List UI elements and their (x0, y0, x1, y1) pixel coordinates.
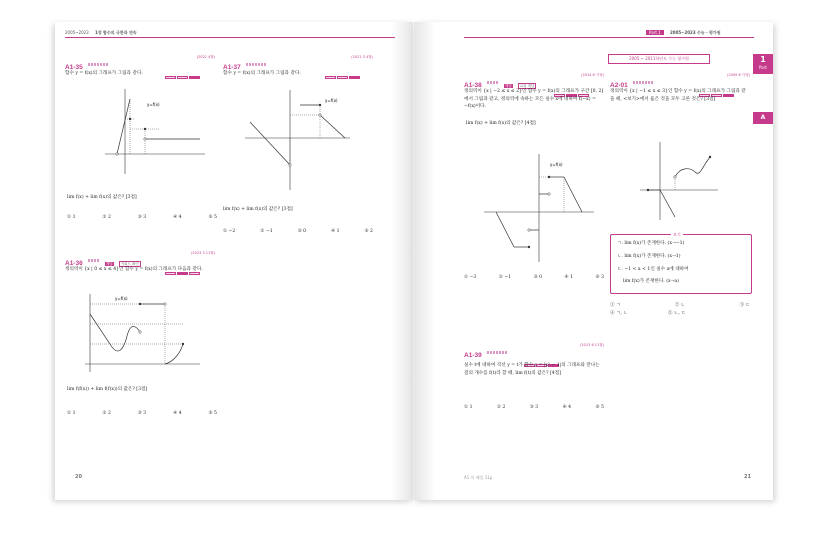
choice-2[interactable]: ② −1 (498, 275, 512, 280)
choice-2[interactable]: ② 2 (496, 405, 506, 410)
problem-question: lim f(x) + lim f(x)의 값은? [3점] (67, 195, 137, 200)
choice-2[interactable]: ② ㄴ (674, 303, 686, 308)
left-header-chapter: 1장 함수의 극한과 연속 (95, 30, 137, 35)
choice-2[interactable]: ② −1 (260, 229, 273, 234)
difficulty-bars (88, 259, 100, 262)
difficulty-bars (487, 351, 507, 354)
choice-3[interactable]: ③ 3 (529, 405, 539, 410)
problem-source: (2022 4월) (196, 55, 215, 59)
graph-label: y=f(x) (325, 98, 338, 103)
header-title: 2005~2023 수능 · 평가원 (670, 30, 721, 35)
bogi-item-4: lim f(x)가 존재한다. (x→a) (623, 279, 679, 284)
problem-number: A1-35 (65, 64, 83, 71)
choices-a1-38 (464, 274, 604, 282)
choices-a1-36 (67, 410, 217, 418)
graph-a1-36 (75, 294, 205, 374)
problem-text: 정의역이 {x | −2 ≤ x ≤ 2}인 함수 y = f(x)의 그래프가 구간 [0, 2]에서 그림과 같고, 정의역에 속하는 모든 실수 x에 대하여 f(−x) = −f(x)이다. (464, 89, 604, 109)
tag-row (165, 64, 201, 67)
bogi-title: 보기 (673, 232, 681, 237)
choice-5[interactable]: ⑤ 2 (364, 229, 373, 234)
page-number-right: 21 (744, 474, 751, 480)
section-label: 2005 ~ 2011학년도 수능 평가원 (608, 54, 710, 64)
problem-number: A2-01 (610, 82, 628, 89)
problem-source: (2009 6 가형) (727, 73, 750, 77)
problem-text: 함수 y = f(x)의 그래프가 그림과 같다. (223, 71, 301, 76)
choice-5[interactable]: ⑤ 5 (208, 215, 217, 220)
side-tab-part[interactable] (753, 54, 773, 74)
difficulty-bars (633, 81, 653, 84)
choice-1[interactable]: ① −3 (464, 275, 477, 280)
choice-3[interactable]: ③ ㄷ (739, 303, 750, 308)
left-header-years: 2005~2023 (65, 30, 89, 35)
problem-number: A1-36 (65, 260, 83, 267)
left-gutter-shadow (391, 22, 413, 500)
keyword-badge: 키워드 확인 (120, 262, 139, 266)
bogi-item-2: ㄴ. lim f(x)가 존재한다. (x→1) (617, 254, 681, 259)
page-number-left: 20 (75, 474, 82, 480)
tag-row (554, 82, 590, 85)
right-header-rule (464, 37, 754, 38)
right-page (414, 22, 773, 500)
difficulty-bars (88, 63, 108, 66)
choices-a1-39 (464, 404, 604, 412)
graph-label: y=f(x) (115, 296, 128, 301)
choices-a2-01 (610, 302, 750, 317)
bogi-item-1: ㄱ. lim f(x)가 존재한다. (x→−1) (617, 241, 685, 246)
graph-a1-37 (245, 90, 355, 190)
choice-4[interactable]: ④ 4 (173, 411, 182, 416)
problem-text: 함수 y = f(x)의 그래프가 그림과 같다. (65, 71, 143, 76)
choice-5[interactable]: ⑤ 3 (595, 275, 604, 280)
choices-a1-35 (67, 214, 217, 222)
choice-4[interactable]: ④ 1 (564, 275, 574, 280)
choice-3[interactable]: ③ 0 (533, 275, 543, 280)
choices-a1-37 (223, 228, 373, 236)
choice-1[interactable]: ① 1 (464, 405, 473, 410)
right-gutter-shadow (414, 22, 436, 500)
problem-number: A1-39 (464, 352, 482, 359)
choice-5[interactable]: ⑤ 5 (208, 411, 217, 416)
problem-question: lim f(x) + lim f(x)의 값은? [3점] (223, 207, 293, 212)
choice-2[interactable]: ② 2 (102, 411, 111, 416)
problem-source: (2023 3 11월) (191, 251, 215, 255)
choice-4[interactable]: ④ 4 (562, 405, 572, 410)
problem-source: (2014 6 가형) (581, 73, 604, 77)
tag-row (165, 260, 201, 263)
choice-1[interactable]: ① ㄱ (610, 303, 621, 308)
concept-badge: 개념 (504, 84, 512, 88)
left-header-rule (65, 37, 395, 38)
choice-1[interactable]: ① −2 (223, 229, 236, 234)
keyword-badge: 교과 개념 (519, 84, 535, 88)
difficulty-bars (246, 63, 266, 66)
choice-3[interactable]: ③ 3 (137, 215, 147, 220)
problem-number: A1-38 (464, 82, 482, 89)
left-page (55, 22, 413, 500)
tag-row (325, 64, 361, 67)
side-tab-label: Part (759, 65, 767, 70)
problem-question: lim f(f(x)) + lim f(f(x))의 값은? [3점] (67, 387, 148, 392)
choice-5[interactable]: ⑤ ㄴ, ㄷ (667, 310, 686, 316)
choice-4[interactable]: ④ 4 (173, 215, 182, 220)
graph-a1-35 (105, 84, 215, 174)
choice-4[interactable]: ④ 1 (331, 229, 340, 234)
problem-text: 정의역이 {x | 0 ≤ x ≤ 4}인 함수 y = f(x)의 그래프가 다음과 같다. (65, 267, 203, 272)
problem-source: (2021 3 4월) (351, 55, 373, 59)
problem-question: lim f(x) + lim f(x)의 값은? [4점] (466, 121, 536, 126)
difficulty-bars (487, 81, 499, 84)
graph-label: y=f(x) (550, 162, 563, 167)
choice-2[interactable]: ② 2 (102, 215, 111, 220)
tag-row (699, 82, 735, 85)
choice-3[interactable]: ③ 0 (297, 229, 307, 234)
bogi-box (610, 234, 752, 294)
footer-note: A1 의 해설 11p (464, 475, 493, 480)
graph-label: y=f(x) (147, 102, 160, 107)
tag-row (524, 352, 560, 355)
choice-5[interactable]: ⑤ 5 (595, 405, 604, 410)
choice-4[interactable]: ④ ㄱ, ㄴ (610, 310, 628, 316)
choice-1[interactable]: ① 1 (67, 411, 76, 416)
problem-source: (2013 6 11월) (580, 343, 604, 347)
graph-a1-38 (484, 152, 594, 262)
side-tab-letter[interactable]: A (753, 112, 773, 124)
header-part: Part 1 (646, 30, 664, 35)
concept-badge: 개념 (105, 262, 113, 266)
side-tab-number: 1 (760, 55, 766, 64)
problem-text: 실수 t에 대하여 직선 y = t가 함수 y = |x² − 1|의 그래프와 만나는 점의 개수를 f(t)라 할 때, lim f(t)의 값은? [4점] (464, 363, 600, 376)
graph-a2-01 (640, 142, 720, 222)
choice-3[interactable]: ③ 3 (137, 411, 147, 416)
problem-number: A1-37 (223, 64, 241, 71)
problem-text: 정의역이 {x | −1 ≤ x ≤ 3}인 함수 y = f(x)의 그래프가 그림과 같을 때, <보기>에서 옳은 것을 모두 고른 것은? [3점] (610, 89, 746, 102)
bogi-item-3: ㄷ. −1 < a < 1인 실수 a에 대하여 (617, 267, 689, 272)
choice-1[interactable]: ① 1 (67, 215, 76, 220)
